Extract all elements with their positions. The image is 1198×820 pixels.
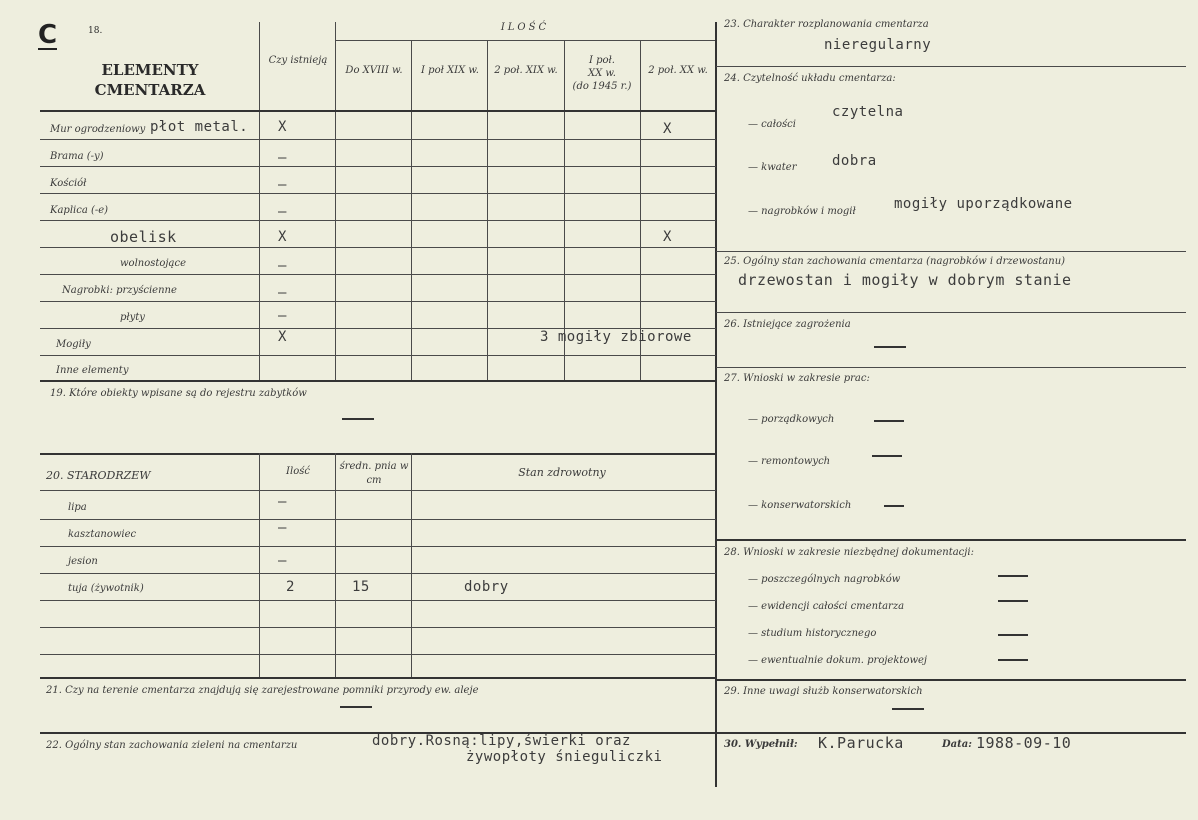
col-header-ilosc: ILOŚĆ [500,22,550,33]
q28-c: — studium historycznego [748,628,877,639]
row-line [40,247,716,248]
q22-value-line1: dobry.Rosną:lipy,świerki oraz [372,733,631,749]
q30-date: 1988-09-10 [976,734,1072,752]
q25-label: 25. Ogólny stan zachowania cmentarza (nagrobków i drzewostanu) [724,256,1066,267]
q30-name: K.Parucka [818,734,904,752]
exists-plyty: — [278,308,287,324]
exists-mur: X [278,119,287,135]
q28-b: — ewidencji całości cmentarza [748,601,905,612]
q27-porzadkowych: — porządkowych [748,414,835,425]
col-header-1xx [566,54,638,93]
row-line [40,139,716,140]
q25-value: drzewostan i mogiły w dobrym stanie [738,271,1072,289]
q29-dash [892,708,924,710]
tree-kasztanowiec-ilosc: — [278,520,287,536]
row-label-plyty: płyty [120,312,145,323]
typed-mogily: 3 mogiły zbiorowe [540,329,692,345]
center-divider [715,22,717,787]
col-1xx-a: I poł. [589,55,615,66]
row-line [40,546,716,547]
exists-przyscienne: — [278,285,287,301]
col-line [335,453,336,677]
row-line [40,355,716,356]
ilosc-line [335,40,715,41]
col-line [411,40,412,380]
q27-remontowych: — remontowych [748,456,831,467]
q27-dash-a [874,420,904,422]
col-1xx-b: XX w. [588,68,616,79]
q24-kwater-value: dobra [832,153,877,169]
q30-date-label: Data: [942,739,972,750]
col-line [411,453,412,677]
section-line [40,453,716,455]
row-line [40,519,716,520]
row-label-mur: Mur ogrodzeniowy [50,124,146,135]
row-label-brama: Brama (-y) [50,151,104,162]
header-line [40,110,716,112]
row-line [40,627,716,628]
right-line [716,66,1186,67]
section-line [40,677,716,679]
q27-dash-c [884,505,904,507]
col2xx-obelisk: X [663,229,672,245]
exists-kosciol: — [278,177,287,193]
q26-label: 26. Istniejące zagrożenia [724,319,851,330]
right-line [716,732,1186,734]
exists-mogily: X [278,329,287,345]
q20-header: 20. STARODRZEW [46,469,151,482]
q19-dash [342,418,374,420]
q28-dash-d [998,659,1028,661]
row-label-obelisk: obelisk [110,228,177,246]
row-line [40,274,716,275]
row-line [40,301,716,302]
section-number: 18. [88,26,103,36]
row-line [40,654,716,655]
q20-col-ilosc: Ilość [286,466,310,477]
exists-kaplica: — [278,204,287,220]
section-line [40,380,716,382]
tree-tuja: tuja (żywotnik) [68,583,144,594]
exists-brama: — [278,150,287,166]
q28-d: — ewentualnie dokum. projektowej [748,655,928,666]
q26-dash [874,346,906,348]
row-label-przyscienne: Nagrobki: przyścienne [62,285,177,296]
q28-dash-a [998,575,1028,577]
row-label-wolnostojace: wolnostojące [120,258,186,269]
q24-calosci-value: czytelna [832,104,904,120]
tree-tuja-ilosc: 2 [286,579,295,595]
q30-label: 30. Wypełnił: [724,739,798,750]
col-1xx-c: (do 1945 r.) [572,81,632,92]
q28-dash-c [998,634,1028,636]
col-line [335,22,336,380]
q28-label: 28. Wnioski w zakresie niezbędnej dokumentacji: [724,547,974,558]
q23-value: nieregularny [824,37,932,53]
q19-label: 19. Które obiekty wpisane są do rejestru zabytków [50,388,307,399]
q22-label: 22. Ogólny stan zachowania zieleni na cmentarzu [46,740,298,751]
col-header-1xix: I poł XIX w. [421,65,479,76]
q29-label: 29. Inne uwagi służb konserwatorskich [724,686,923,697]
q27-konserwatorskich: — konserwatorskich [748,500,852,511]
q24-label: 24. Czytelność układu cmentarza: [724,73,896,84]
q28-dash-b [998,600,1028,602]
row-line [40,166,716,167]
tree-kasztanowiec: kasztanowiec [68,529,137,540]
q21-label: 21. Czy na terenie cmentarza znajdują się zarejestrowane pomniki przyrody ew. aleje [46,685,479,696]
right-line [716,367,1186,368]
row-line [40,490,716,491]
right-line [716,679,1186,681]
col-header-2xx: 2 poł. XX w. [648,65,708,76]
col-header-2xix: 2 poł. XIX w. [494,65,558,76]
q27-label: 27. Wnioski w zakresie prac: [724,373,870,384]
tree-jesion-ilosc: — [278,553,287,569]
q28-a: — poszczególnych nagrobków [748,574,901,585]
row-line [40,220,716,221]
q22-value-line2: żywopłoty śnieguliczki [466,749,663,765]
institution-logo: C [38,20,58,50]
tree-lipa-ilosc: — [278,494,287,510]
exists-wolnostojace: — [278,258,287,274]
col-line [259,22,260,380]
typed-mur: płot metal. [150,119,249,135]
tree-tuja-stan: dobry [464,579,509,595]
row-line [40,600,716,601]
col2xx-mur: X [663,121,672,137]
row-line [40,193,716,194]
tree-jesion: jesion [68,556,98,567]
right-line [716,312,1186,313]
q27-dash-b [872,455,902,457]
q24-kwater-label: — kwater [748,162,797,173]
q23-label: 23. Charakter rozplanowania cmentarza [724,19,929,30]
row-label-inne: Inne elementy [56,365,129,376]
col-header-xviii: Do XVIII w. [345,65,403,76]
table-title [60,60,240,100]
row-label-kaplica: Kaplica (-e) [50,205,109,216]
tree-lipa: lipa [68,502,87,513]
q20-col-stan: Stan zdrowotny [518,466,606,479]
title-line1: ELEMENTY [101,61,199,79]
row-label-kosciol: Kościół [50,178,87,189]
q20-col-sredn: średn. pnia w cm [339,461,409,486]
tree-tuja-sredn: 15 [352,579,370,595]
row-line [40,573,716,574]
title-line2: CMENTARZA [94,81,206,99]
right-line [716,539,1186,541]
q24-nagrobkow-value: mogiły uporządkowane [894,196,1073,212]
right-line [716,251,1186,252]
row-label-mogily: Mogiły [56,339,91,350]
col-line [487,40,488,380]
exists-obelisk: X [278,229,287,245]
col-line [259,453,260,677]
col-header-exists: Czy istnieją [268,55,328,66]
q24-nagrobkow-label: — nagrobków i mogił [748,206,856,217]
q24-calosci-label: — całości [748,119,796,130]
q21-dash [340,706,372,708]
